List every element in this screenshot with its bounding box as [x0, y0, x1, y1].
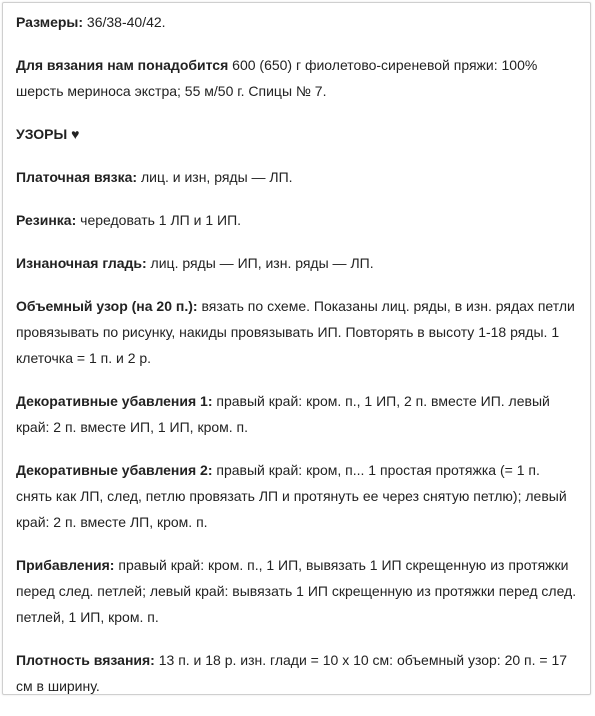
reverse-stockinette-paragraph — [16, 250, 578, 276]
gauge-paragraph — [16, 647, 578, 699]
sizes-text: 36/38-40/42. — [83, 14, 166, 30]
garter-paragraph — [16, 164, 578, 190]
rib-label: Резинка: — [16, 212, 77, 228]
textured-pattern-paragraph — [16, 293, 578, 371]
patterns-heading — [16, 121, 578, 147]
gauge-label: Плотность вязания: — [16, 652, 155, 668]
decreases-2-paragraph — [16, 457, 578, 535]
rib-paragraph — [16, 207, 578, 233]
gauge-text: 13 п. и 18 р. изн. глади = 10 х 10 см: объемный узор: 20 п. = 17 см в ширину. — [16, 652, 568, 694]
garter-label: Платочная вязка: — [16, 169, 138, 185]
materials-label: Для вязания нам понадобится — [16, 57, 229, 73]
patterns-heading-label: УЗОРЫ — [16, 126, 68, 142]
reverse-stockinette-text: лиц. ряды — ИП, изн. ряды — ЛП. — [146, 255, 374, 271]
increases-text: правый край: кром. п., 1 ИП, вывязать 1 ИП скрещенную из протяжки перед след. петлей; левый край: вывязать 1 ИП скрещенную из протяжки перед след. петлей, 1 ИП, кром. п. — [16, 557, 577, 625]
reverse-stockinette-label: Изнаночная гладь: — [16, 255, 147, 271]
textured-pattern-text: вязать по схеме. Показаны лиц. ряды, в изн. рядах петли провязывать по рисунку, накиды провязывать ИП. Повторять в высоту 1-18 ряды. 1 клеточка = 1 п. и 2 р. — [16, 298, 575, 366]
document-content — [16, 9, 578, 716]
decreases-1-paragraph — [16, 388, 578, 440]
document-card — [2, 2, 591, 695]
increases-label: Прибавления: — [16, 557, 115, 573]
materials-text: 600 (650) г фиолетово-сиреневой пряжи: 100% шерсть мериноса экстра; 55 м/50 г. Спицы № 7. — [16, 57, 538, 99]
garter-text: лиц. и изн, ряды — ЛП. — [137, 169, 293, 185]
heart-icon: ♥ — [71, 126, 80, 142]
sizes-paragraph — [16, 9, 578, 35]
decreases-2-text: правый край: кром, п... 1 простая протяжка (= 1 п. снять как ЛП, след, петлю провязать ЛП и протянуть ее через снятую петлю); левый край: 2 п. вместе ЛП, кром. п. — [16, 462, 567, 530]
decreases-2-label: Декоративные убавления 2: — [16, 462, 213, 478]
increases-paragraph — [16, 552, 578, 630]
textured-pattern-label: Объемный узор (на 20 п.): — [16, 298, 198, 314]
decreases-1-text: правый край: кром. п., 1 ИП, 2 п. вместе ИП. левый край: 2 п. вместе ИП, 1 ИП, кром. п. — [16, 393, 550, 435]
decreases-1-label: Декоративные убавления 1: — [16, 393, 213, 409]
sizes-label: Размеры: — [16, 14, 84, 30]
materials-paragraph — [16, 52, 578, 104]
rib-text: чередовать 1 ЛП и 1 ИП. — [76, 212, 242, 228]
